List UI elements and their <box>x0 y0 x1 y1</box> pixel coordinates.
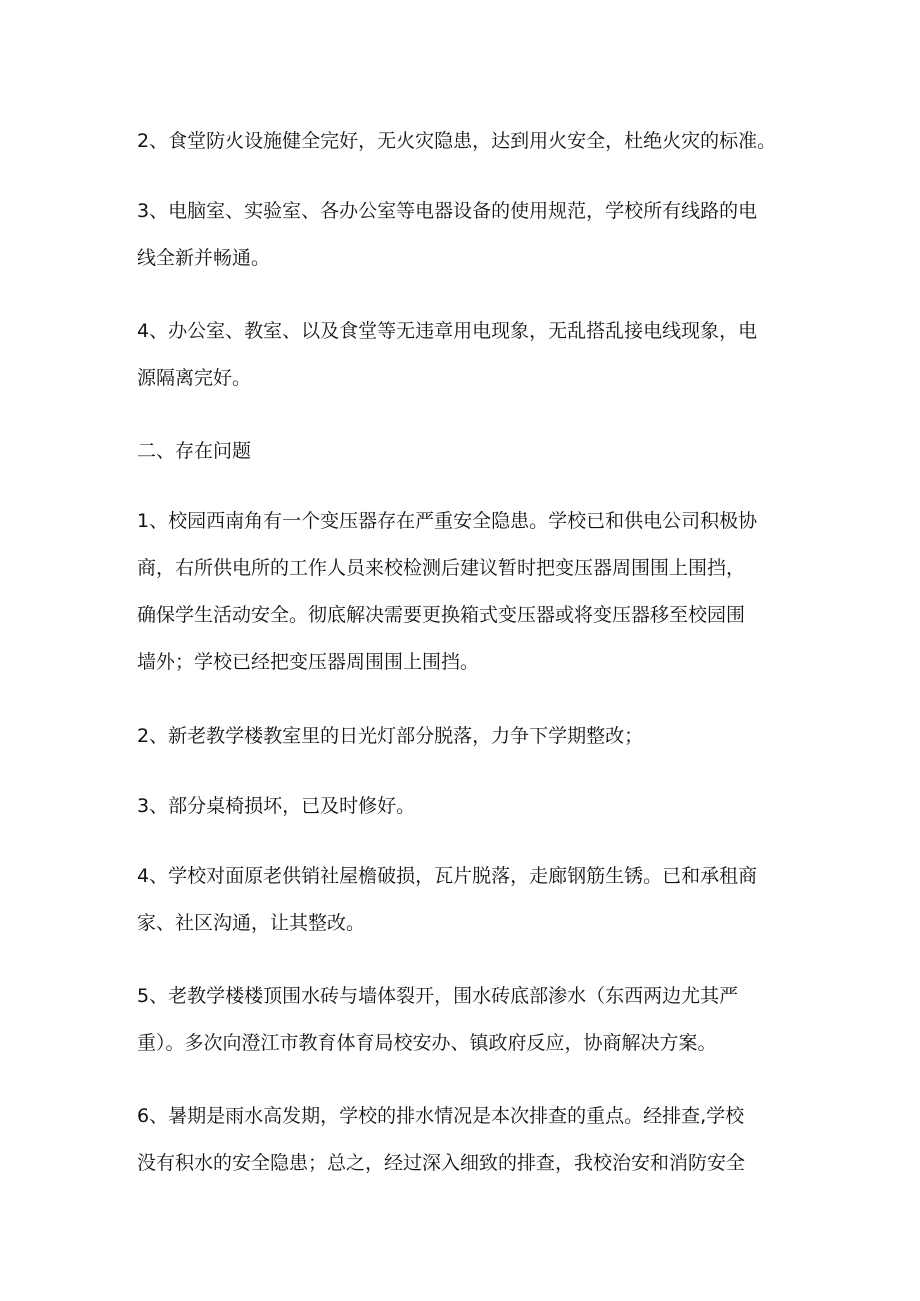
paragraph-transformer-hazard <box>137 498 817 686</box>
paragraph-coop-building <box>137 853 817 947</box>
text-line: 线全新并畅通。 <box>137 247 271 269</box>
text-line: 确保学生活动安全。彻底解决需要更换箱式变压器或将变压器移至校园围 <box>137 604 746 626</box>
paragraph-desks-chairs <box>137 783 817 830</box>
text-line: 重）。多次向澄江市教育体育局校安办、镇政府反应，协商解决方案。 <box>137 1032 717 1054</box>
text-line: 家、社区沟通，让其整改。 <box>137 912 366 934</box>
text-line: 商，右所供电所的工作人员来校检测后建议暂时把变压器周围围上围挡， <box>137 557 746 579</box>
text-line: 1、校园西南角有一个变压器存在严重安全隐患。学校已和供电公司积极协 <box>137 510 758 532</box>
text-line: 5、老教学楼楼顶围水砖与墙体裂开，围水砖底部渗水（东西两边尤其严 <box>137 985 739 1007</box>
text-line: 2、新老教学楼教室里的日光灯部分脱落，力争下学期整改； <box>137 725 644 747</box>
paragraph-drainage <box>137 1093 817 1187</box>
paragraph-roof-leak <box>137 973 817 1067</box>
text-line: 3、部分桌椅损坏，已及时修好。 <box>137 795 416 817</box>
paragraph-canteen-fire-safety <box>137 118 817 165</box>
text-line: 源隔离完好。 <box>137 367 252 389</box>
section-heading-problems <box>137 428 817 475</box>
paragraph-office-wiring <box>137 308 817 402</box>
text-line: 2、食堂防火设施健全完好，无火灾隐患，达到用火安全，杜绝火灾的标准。 <box>137 130 777 152</box>
text-line: 墙外；学校已经把变压器周围围上围挡。 <box>137 651 480 673</box>
paragraph-fluorescent-lights <box>137 713 817 760</box>
text-line: 3、电脑室、实验室、各办公室等电器设备的使用规范，学校所有线路的电 <box>137 200 758 222</box>
text-line: 6、暑期是雨水高发期，学校的排水情况是本次排查的重点。经排查,学校 <box>137 1105 745 1127</box>
text-line: 二、存在问题 <box>137 440 252 462</box>
text-line: 4、学校对面原老供销社屋檐破损，瓦片脱落，走廊钢筋生锈。已和承租商 <box>137 865 758 887</box>
text-line: 没有积水的安全隐患；总之，经过深入细致的排查，我校治安和消防安全 <box>137 1152 746 1174</box>
text-line: 4、办公室、教室、以及食堂等无违章用电现象，无乱搭乱接电线现象，电 <box>137 320 758 342</box>
paragraph-electrical-equipment <box>137 188 817 282</box>
